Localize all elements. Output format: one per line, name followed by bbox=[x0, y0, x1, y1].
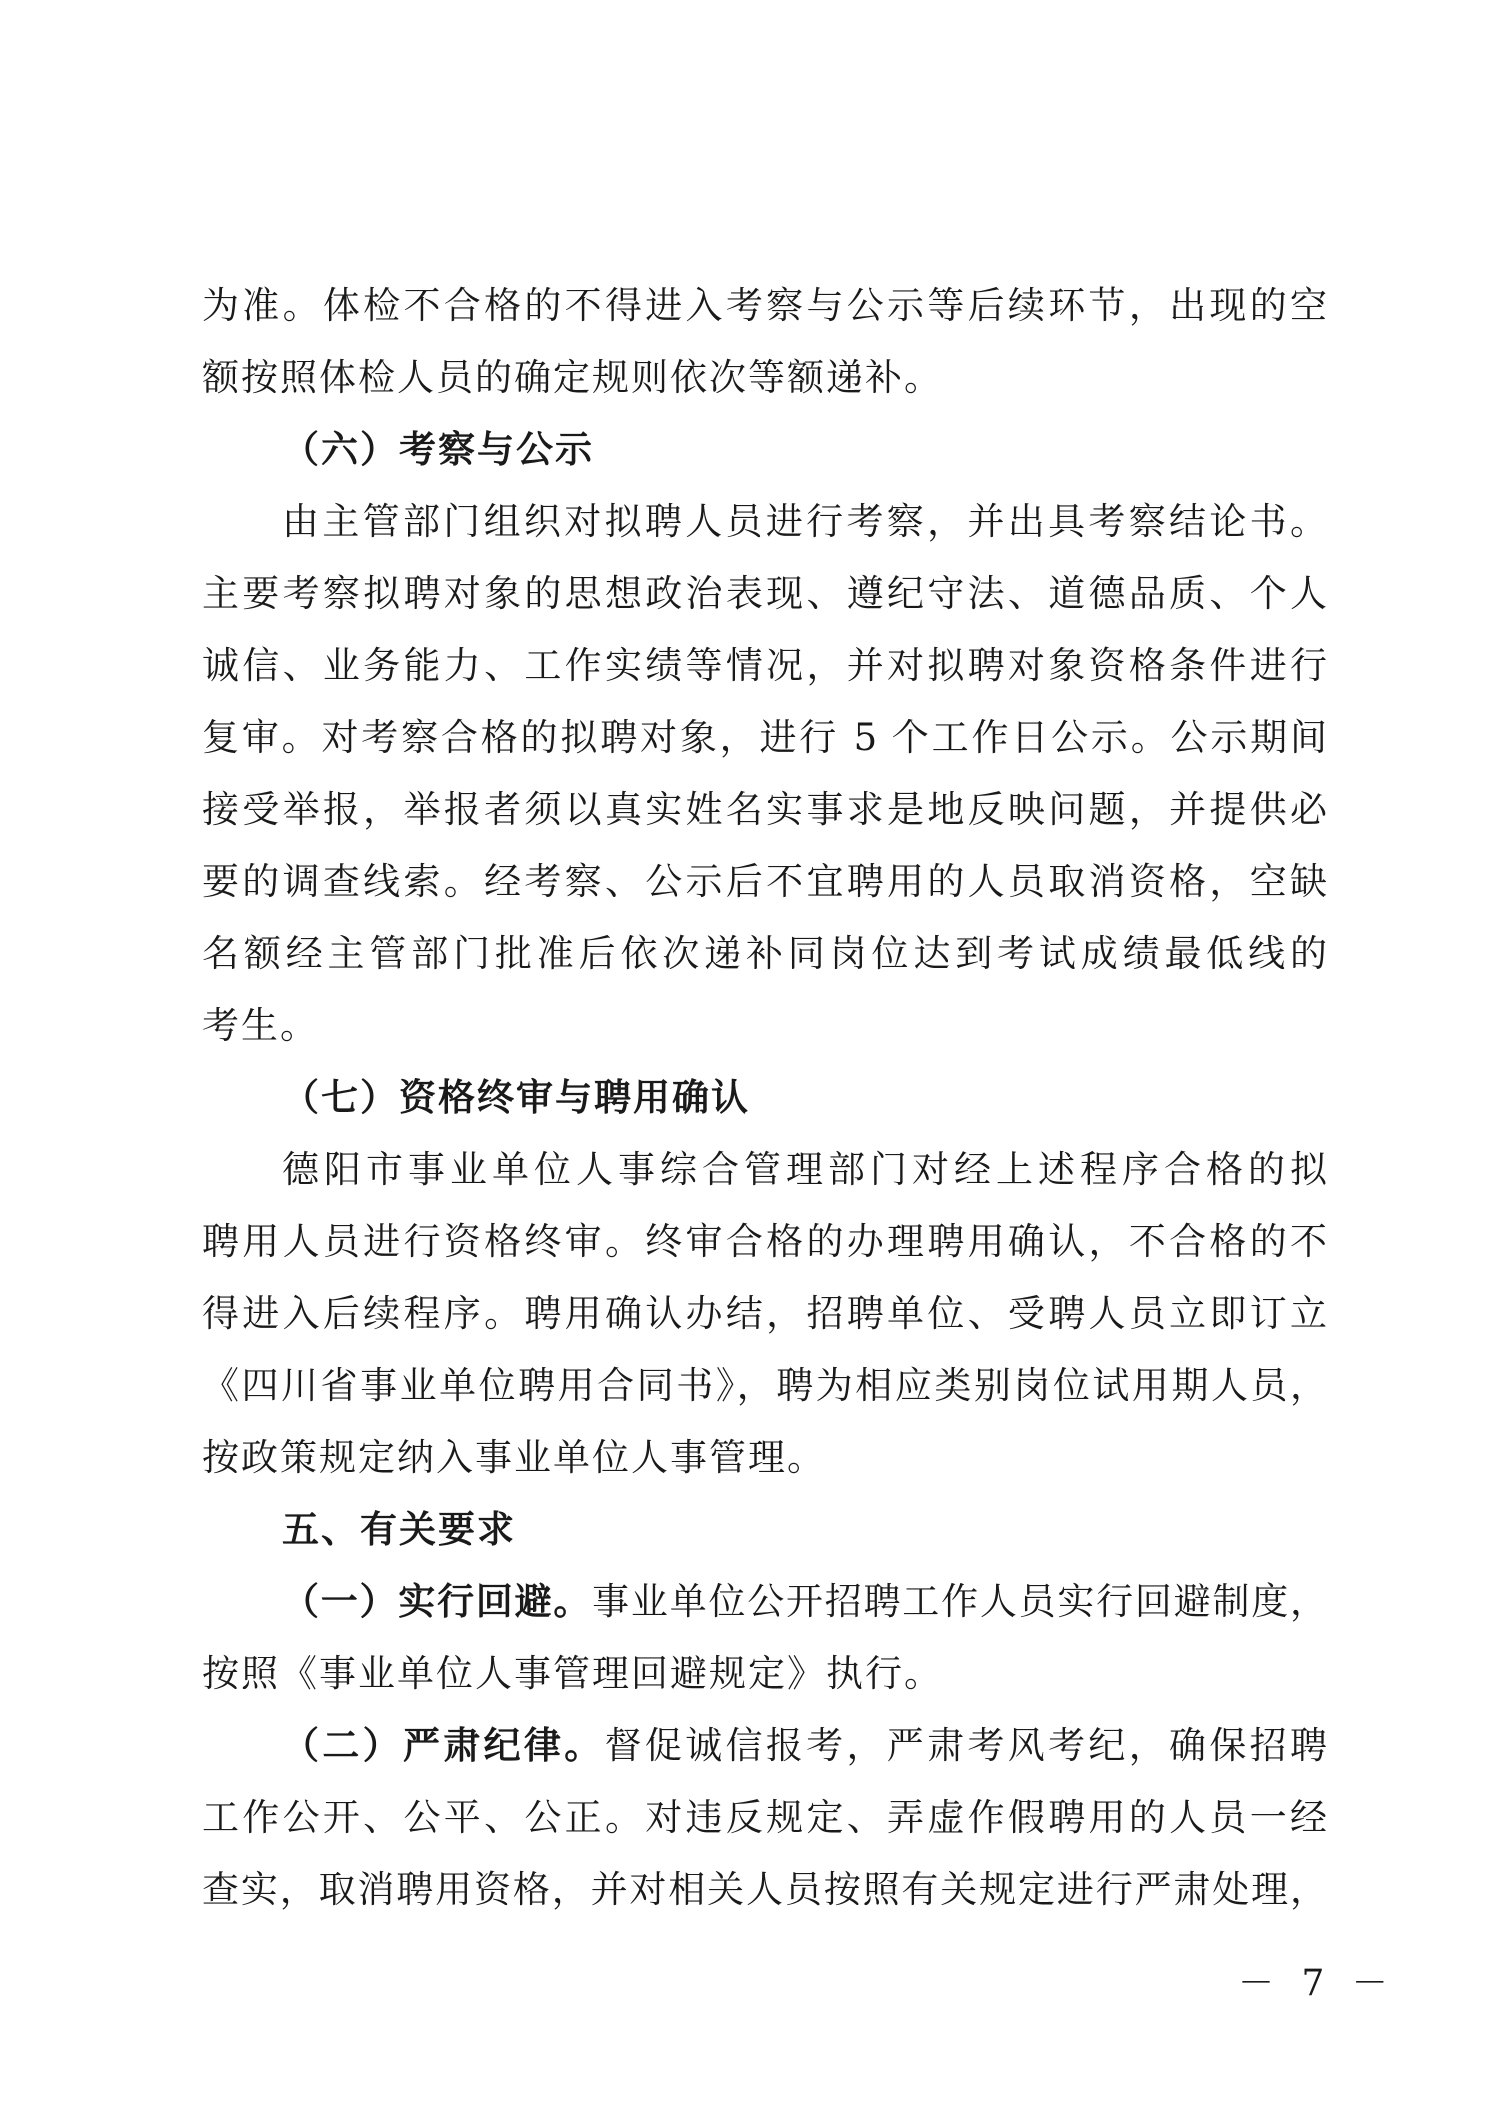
text-line: 聘用人员进行资格终审。终审合格的办理聘用确认，不合格的不 bbox=[202, 1220, 1327, 1263]
page-number: － 7 － bbox=[1238, 1963, 1396, 2004]
text-line: 主要考察拟聘对象的思想政治表现、遵纪守法、道德品质、个人 bbox=[202, 572, 1327, 615]
text-line: 由主管部门组织对拟聘人员进行考察，并出具考察结论书。 bbox=[282, 500, 1327, 543]
text-line: 为准。体检不合格的不得进入考察与公示等后续环节，出现的空 bbox=[202, 284, 1327, 327]
text-line: 工作公开、公平、公正。对违反规定、弄虚作假聘用的人员一经 bbox=[202, 1796, 1327, 1839]
text-line bbox=[202, 1566, 1327, 1638]
text-line: 按政策规定纳入事业单位人事管理。 bbox=[202, 1436, 826, 1479]
section-heading-5: 五、有关要求 bbox=[282, 1508, 516, 1551]
text-line: 考生。 bbox=[202, 1004, 319, 1047]
text-line: 《四川省事业单位聘用合同书》，聘为相应类别岗位试用期人员， bbox=[202, 1364, 1327, 1407]
text-line: 德阳市事业单位人事综合管理部门对经上述程序合格的拟 bbox=[282, 1148, 1327, 1191]
section-heading-7: （七）资格终审与聘用确认 bbox=[282, 1076, 750, 1119]
lead-phrase: （一）实行回避。 bbox=[282, 1580, 593, 1623]
line-rest: 事业单位公开招聘工作人员实行回避制度， bbox=[592, 1580, 1328, 1623]
text-line: 得进入后续程序。聘用确认办结，招聘单位、受聘人员立即订立 bbox=[202, 1292, 1327, 1335]
text-line: 复审。对考察合格的拟聘对象，进行 5 个工作日公示。公示期间 bbox=[202, 716, 1327, 759]
text-line: 诚信、业务能力、工作实绩等情况，并对拟聘对象资格条件进行 bbox=[202, 644, 1327, 687]
text-line: 接受举报，举报者须以真实姓名实事求是地反映问题，并提供必 bbox=[202, 788, 1327, 831]
document-body bbox=[202, 270, 1327, 1926]
text-line: 按照《事业单位人事管理回避规定》执行。 bbox=[202, 1652, 943, 1695]
text-line: 查实，取消聘用资格，并对相关人员按照有关规定进行严肃处理， bbox=[202, 1868, 1327, 1911]
text-line: 要的调查线索。经考察、公示后不宜聘用的人员取消资格，空缺 bbox=[202, 860, 1327, 903]
section-heading-6: （六）考察与公示 bbox=[282, 428, 594, 471]
line-rest: 督促诚信报考，严肃考风考纪，确保招聘 bbox=[604, 1724, 1328, 1767]
text-line: 名额经主管部门批准后依次递补同岗位达到考试成绩最低线的 bbox=[202, 932, 1327, 975]
text-line bbox=[202, 1710, 1327, 1782]
text-line: 额按照体检人员的确定规则依次等额递补。 bbox=[202, 356, 943, 399]
lead-phrase: （二）严肃纪律。 bbox=[282, 1724, 605, 1767]
